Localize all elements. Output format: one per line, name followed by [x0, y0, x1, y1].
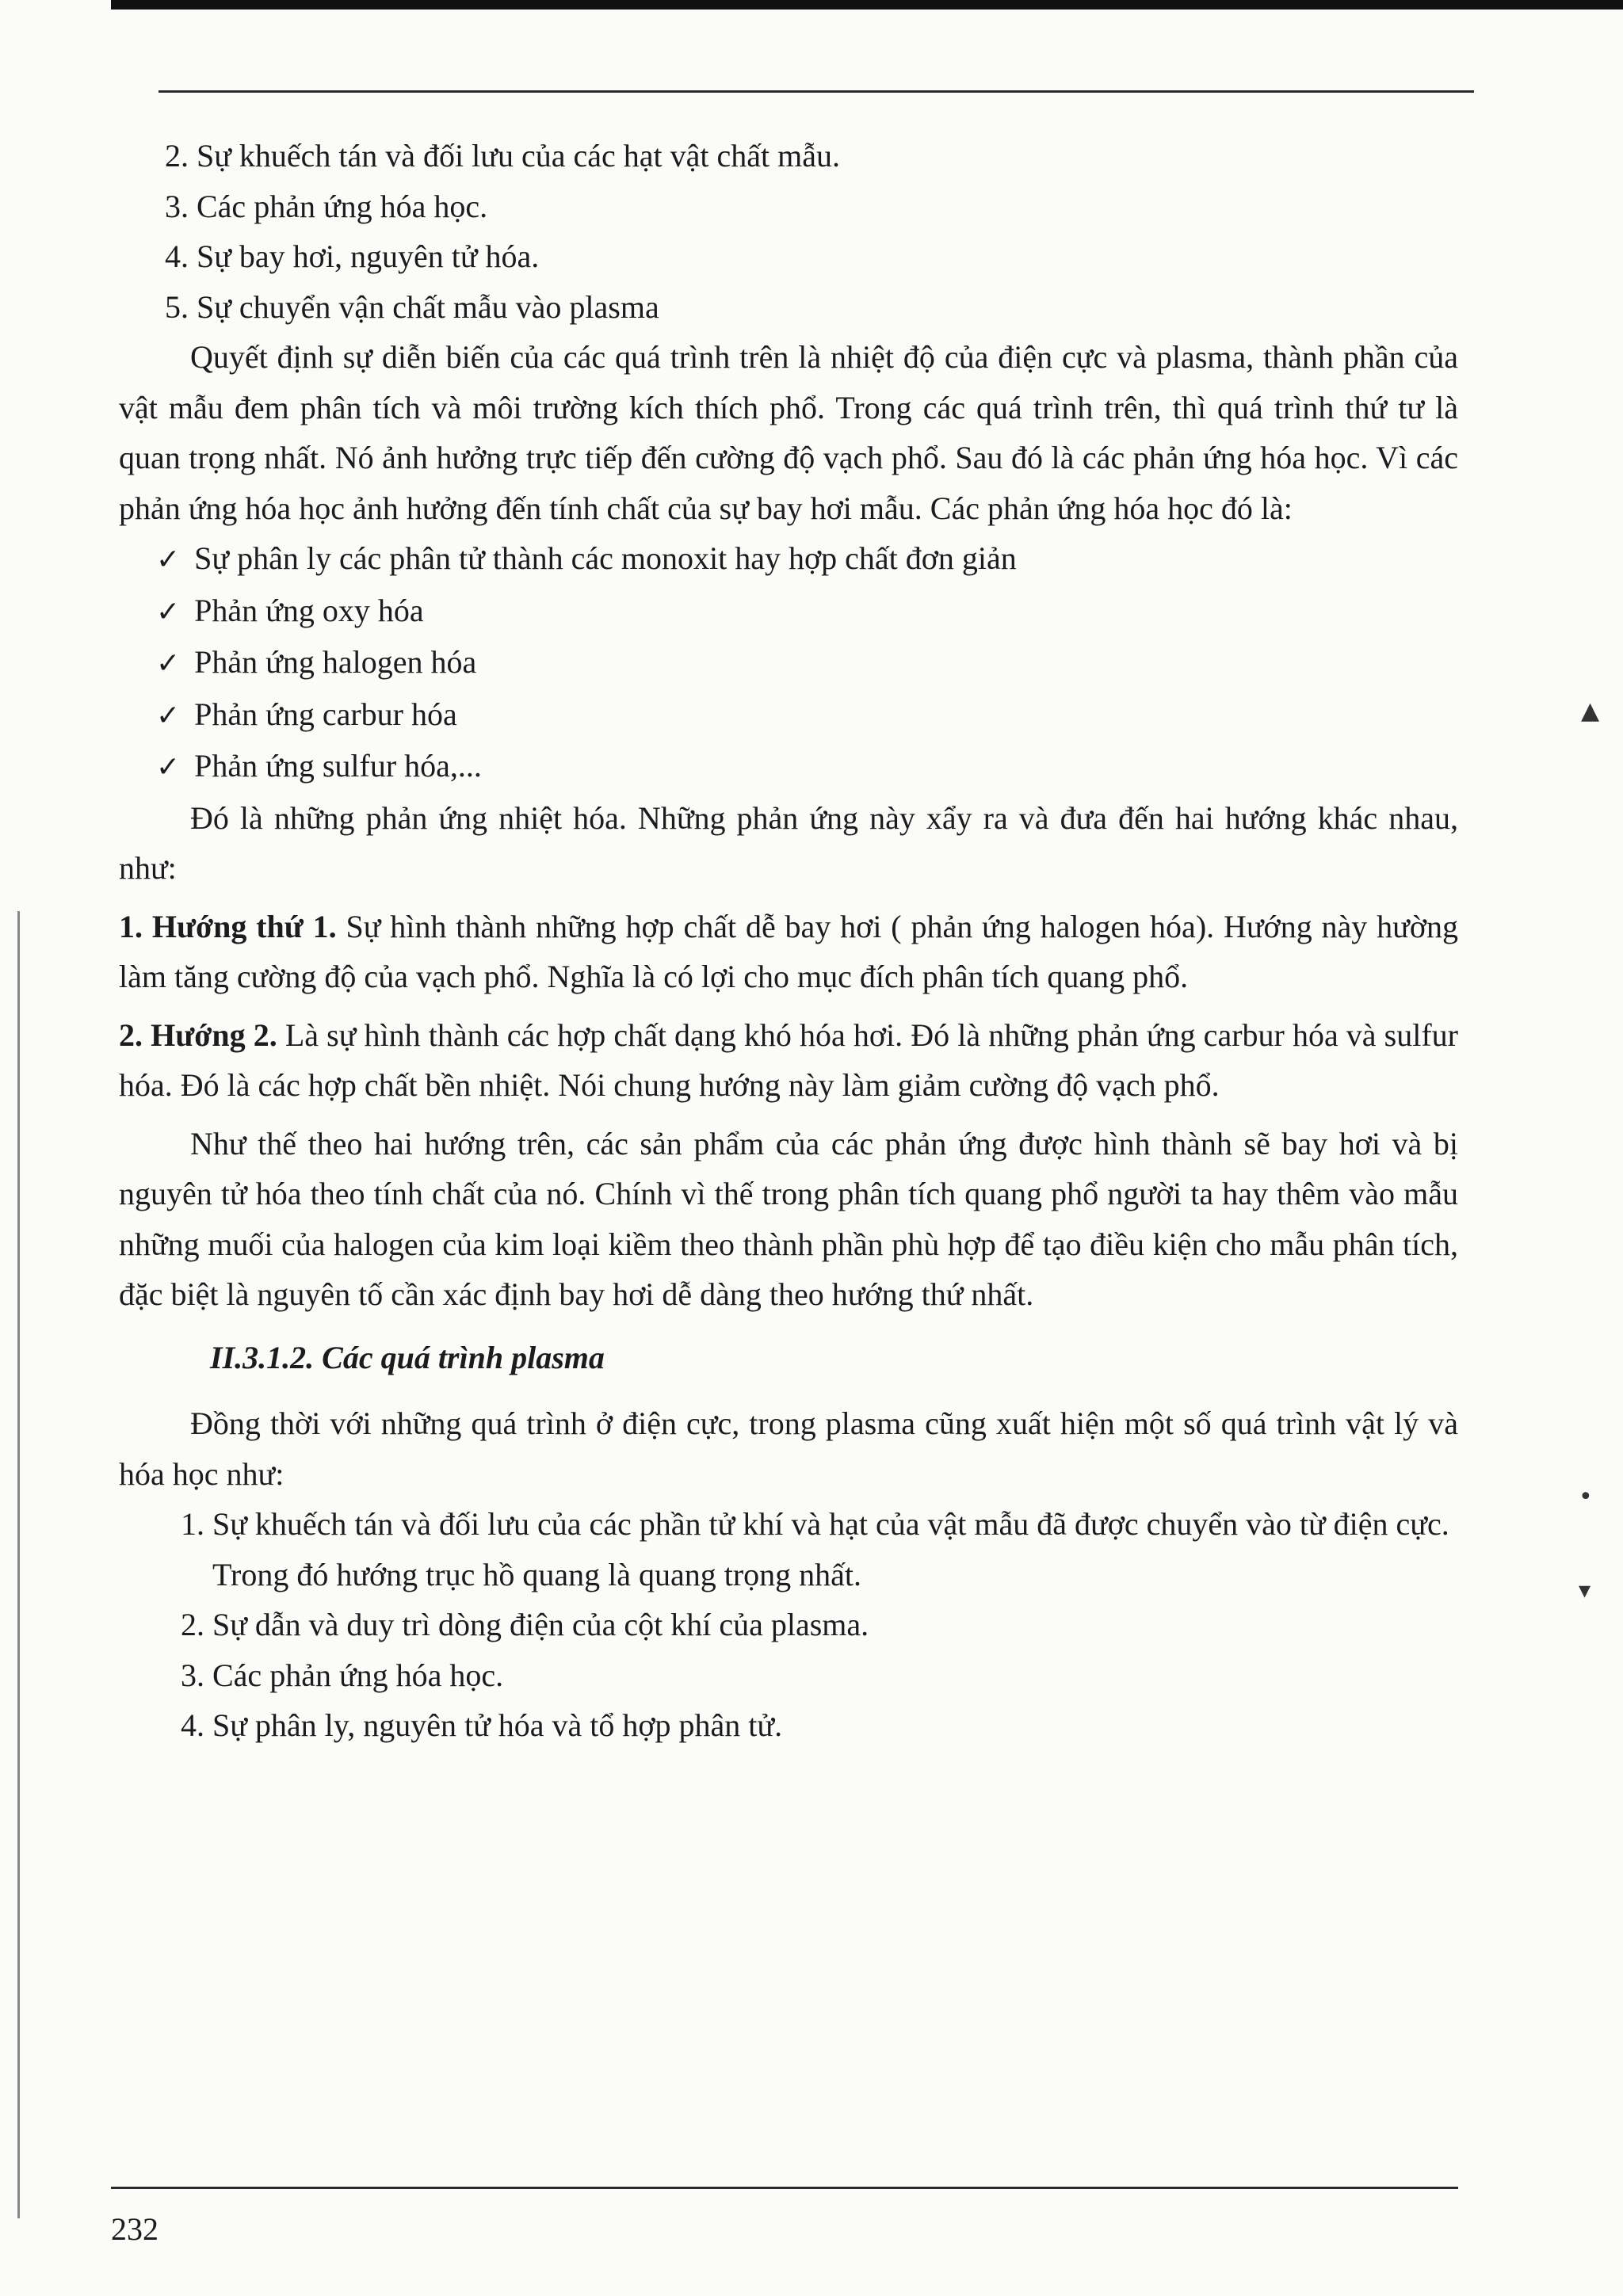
list-item: 5. Sự chuyển vận chất mẫu vào plasma	[165, 288, 659, 325]
checklist-item	[119, 741, 1458, 793]
direction-1	[119, 902, 1458, 1002]
check-icon: ✓	[156, 595, 181, 628]
check-icon: ✓	[156, 699, 181, 732]
list-item: 2. Sự khuếch tán và đối lưu của các hạt vật chất mẫu.	[165, 138, 840, 174]
check-icon: ✓	[156, 543, 181, 576]
footer-rule	[111, 2187, 1458, 2189]
direction-2-label: 2. Hướng 2.	[119, 1016, 277, 1053]
paragraph: Quyết định sự diễn biến của các quá trình trên là nhiệt độ của điện cực và plasma, thành phần của vật mẫu đem phân tích và môi trường kích thích phổ. Trong các quá trình trên, thì quá trình thứ tư là quan trọng nhất. Nó ảnh hưởng trực tiếp đến cường độ vạch phổ. Sau đó là các phản ứng hóa học. Vì các phản ứng hóa học ảnh hưởng đến tính chất của sự bay hơi mẫu. Các phản ứng hóa học đó là:	[119, 339, 1458, 526]
checklist-item	[119, 637, 1458, 689]
paragraph: Như thế theo hai hướng trên, các sản phẩm của các phản ứng được hình thành sẽ bay hơi và bị nguyên tử hóa theo tính chất của nó. Chính vì thế trong phân tích quang phổ người ta hay thêm vào mẫu những muối của halogen của kim loại kiềm theo thành phần phù hợp để tạo điều kiện cho mẫu phân tích, đặc biệt là nguyên tố cần xác định bay hơi dễ dàng theo hướng thứ nhất.	[119, 1125, 1458, 1312]
direction-1-label: 1. Hướng thứ 1.	[119, 908, 337, 944]
list-item: 3. Các phản ứng hóa học.	[165, 188, 488, 224]
list-item: 2. Sự dẫn và duy trì dòng điện của cột khí của plasma.	[181, 1607, 869, 1642]
checklist-text: Phản ứng carbur hóa	[194, 696, 457, 732]
checklist-text: Phản ứng oxy hóa	[194, 592, 424, 628]
checklist-item	[119, 585, 1458, 638]
direction-2	[119, 1010, 1458, 1111]
paragraph: Đó là những phản ứng nhiệt hóa. Những phản ứng này xẩy ra và đưa đến hai hướng khác nhau, như:	[119, 799, 1458, 886]
list-item: 3. Các phản ứng hóa học.	[181, 1657, 504, 1693]
scan-left-edge	[17, 911, 20, 2218]
page-number: 232	[111, 2211, 158, 2247]
checklist-text: Sự phân ly các phân tử thành các monoxit hay hợp chất đơn giản	[194, 540, 1017, 576]
check-icon: ✓	[156, 751, 181, 784]
header-rule	[158, 90, 1474, 93]
section-heading: II.3.1.2. Các quá trình plasma	[210, 1339, 605, 1375]
direction-2-text: Là sự hình thành các hợp chất dạng khó hóa hơi. Đó là những phản ứng carbur hóa và sulfur hóa. Đó là các hợp chất bền nhiệt. Nói chung hướng này làm giảm cường độ vạch phổ.	[119, 1016, 1458, 1103]
scan-speck: •	[1579, 1483, 1593, 1511]
checklist-text: Phản ứng sulfur hóa,...	[194, 748, 482, 784]
list-item: 1. Sự khuếch tán và đối lưu của các phần tử khí và hạt của vật mẫu đã được chuyển vào từ điện cực. Trong đó hướng trục hồ quang là quang trọng nhất.	[181, 1506, 1449, 1592]
page-body	[119, 131, 1458, 1751]
list-item: 4. Sự bay hơi, nguyên tử hóa.	[165, 238, 540, 274]
list-item: 4. Sự phân ly, nguyên tử hóa và tổ hợp phân tử.	[181, 1707, 783, 1743]
checklist-item	[119, 533, 1458, 585]
scan-top-border	[111, 0, 1623, 10]
checklist-text: Phản ứng halogen hóa	[194, 644, 477, 680]
check-icon: ✓	[156, 647, 181, 680]
scan-speck: ▲	[1581, 697, 1600, 725]
direction-1-text: Sự hình thành những hợp chất dễ bay hơi ( phản ứng halogen hóa). Hướng này hường làm tăng cường độ của vạch phổ. Nghĩa là có lợi cho mục đích phân tích quang phổ.	[119, 908, 1458, 994]
scan-speck: ▾	[1579, 1577, 1591, 1604]
checklist-item	[119, 689, 1458, 742]
paragraph: Đồng thời với những quá trình ở điện cực, trong plasma cũng xuất hiện một số quá trình vật lý và hóa học như:	[119, 1405, 1458, 1492]
